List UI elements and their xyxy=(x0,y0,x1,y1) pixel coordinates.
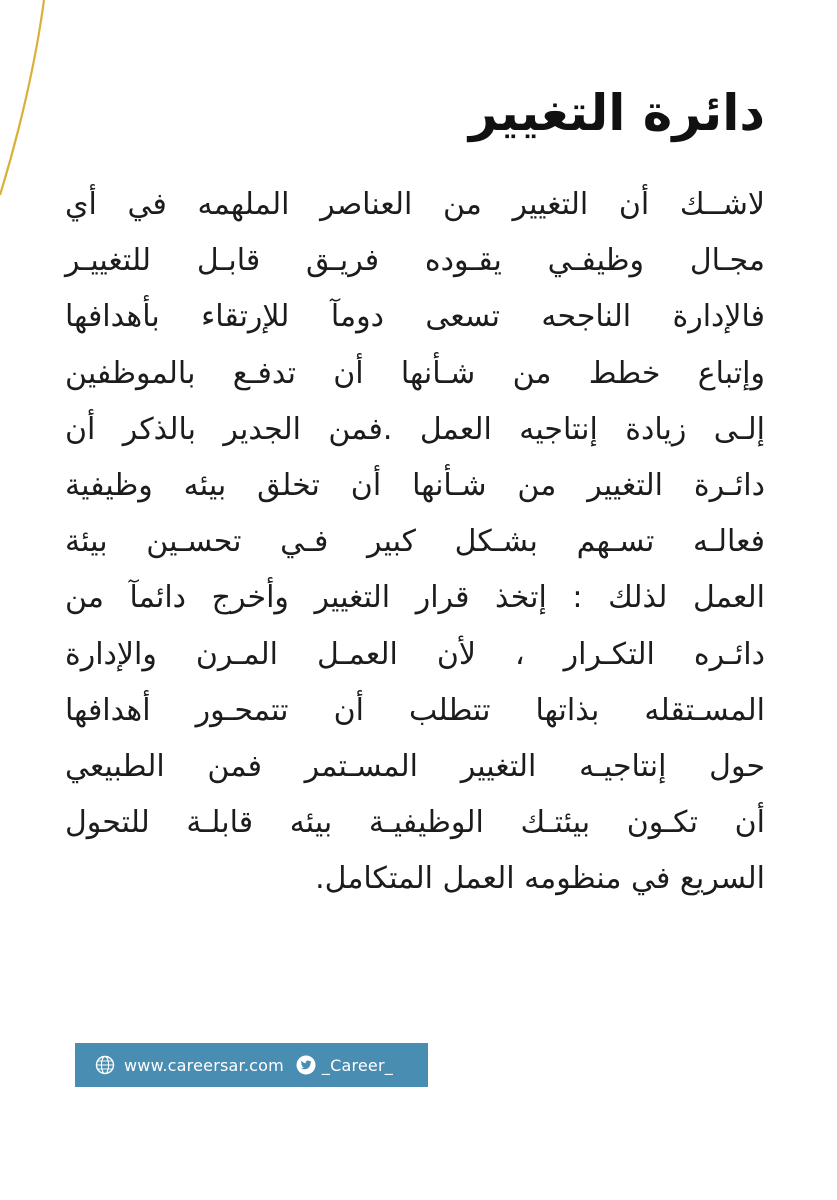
twitter-handle-link[interactable]: _Career_ xyxy=(321,1055,393,1075)
body-line: أن تكـون بيئتـك الوظيفيـة بيئه قابلـة للتحول xyxy=(65,805,765,841)
body-line: المسـتقله بذاتها تتطلب أن تتمحـور أهدافها xyxy=(65,692,765,728)
body-line: وإتباع خطط من شـأنها أن تدفـع بالموظفين xyxy=(65,355,765,391)
body-line: فعالـه تسـهم بشـكل كبير فـي تحسـين بيئة xyxy=(65,524,765,560)
body-line: حول إنتاجيـه التغيير المسـتمر فمن الطبيعي xyxy=(65,749,765,785)
decorative-gold-arc xyxy=(0,0,60,210)
body-line: دائـره التكـرار ، لأن العمـل المـرن والإدارة xyxy=(65,636,765,672)
body-line: مجـال وظيفـي يقـوده فريـق قابـل للتغييـر xyxy=(65,243,765,279)
body-line: إلـى زيادة إنتاجيه العمل .فمن الجدير بالذكر أن xyxy=(65,411,765,447)
body-line: دائـرة التغيير من شـأنها أن تخلق بيئه وظيفية xyxy=(65,468,765,504)
body-line: العمل لذلك : إتخذ قرار التغيير وأخرج دائمآ من xyxy=(65,580,765,616)
body-line: فالإدارة الناجحه تسعى دومآ للإرتقاء بأهدافها xyxy=(65,299,765,335)
article-body xyxy=(65,177,765,908)
footer-contact-bar xyxy=(75,1043,428,1087)
website-link[interactable]: www.careersar.com xyxy=(124,1055,284,1075)
body-line: لاشــك أن التغيير من العناصر الملهمه في أي xyxy=(65,187,765,222)
globe-icon xyxy=(95,1055,115,1075)
twitter-icon xyxy=(296,1055,316,1075)
body-line-last: السريع في منظومه العمل المتكامل. xyxy=(315,861,765,897)
document-title: دائرة التغيير xyxy=(468,84,765,142)
